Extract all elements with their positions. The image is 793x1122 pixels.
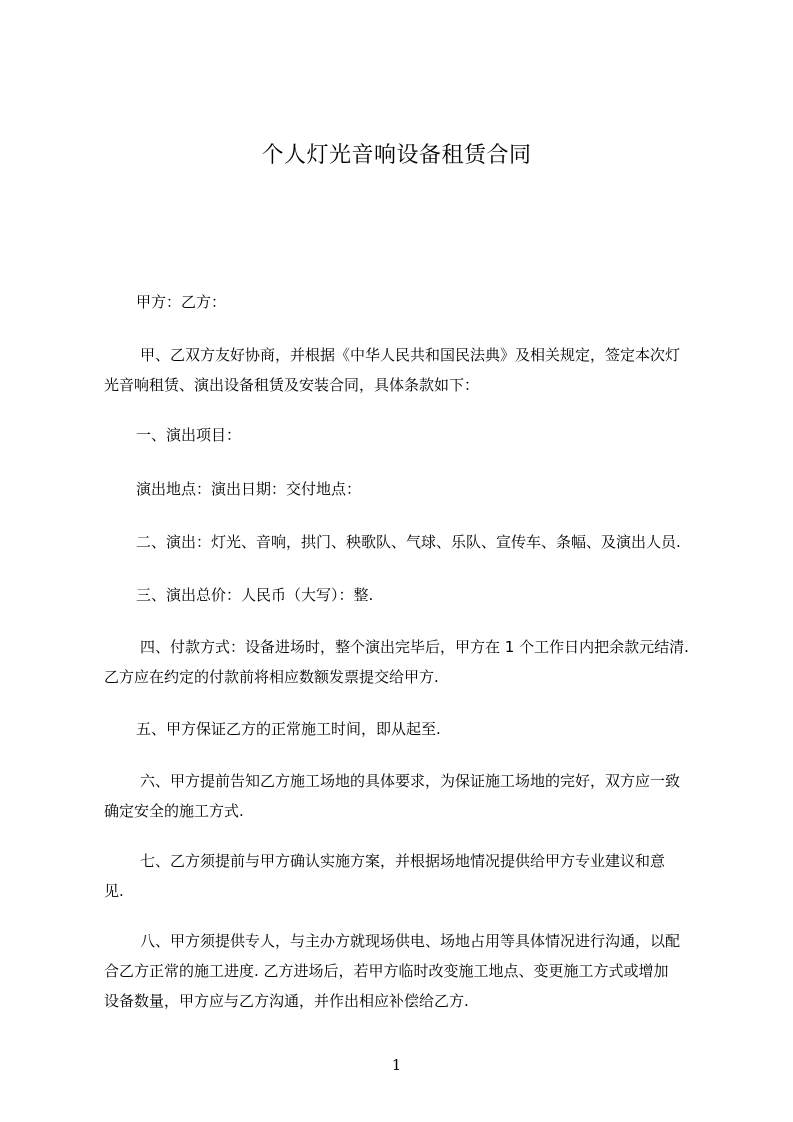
- clause-4-line-1: 四、付款方式：设备进场时，整个演出完毕后，甲方在 1 个工作日内把余款元结清.: [140, 638, 689, 656]
- clause-1: 一、演出项目：: [136, 426, 242, 444]
- clause-7: [104, 846, 704, 906]
- clause-7-line-1: 七、乙方须提前与甲方确认实施方案，并根据场地情况提供给甲方专业建议和意: [140, 852, 666, 870]
- clause-2: 二、演出：灯光、音响，拱门、秧歌队、气球、乐队、宣传车、条幅、及演出人员.: [136, 533, 681, 551]
- clause-6-line-2: 确定安全的施工方式.: [104, 802, 244, 820]
- clause-8: [104, 926, 704, 1016]
- document-title: 个人灯光音响设备租赁合同: [261, 143, 532, 168]
- clause-5: 五、甲方保证乙方的正常施工时间，即从起至.: [136, 720, 441, 738]
- venue-info: 演出地点：演出日期：交付地点：: [136, 480, 362, 498]
- clause-8-line-1: 八、甲方须提供专人，与主办方就现场供电、场地占用等具体情况进行沟通，以配: [140, 932, 681, 950]
- clause-6: [104, 766, 704, 826]
- clause-7-line-2: 见.: [104, 882, 124, 900]
- clause-8-line-2: 合乙方正常的施工进度. 乙方进场后，若甲方临时改变施工地点、变更施工方式或增加: [104, 962, 669, 980]
- clause-4: [104, 632, 704, 692]
- clause-4-line-2: 乙方应在约定的付款前将相应数额发票提交给甲方.: [104, 668, 439, 686]
- intro-paragraph: [104, 340, 704, 400]
- intro-line-1: 甲、乙双方友好协商，并根据《中华人民共和国民法典》及相关规定，签定本次灯: [140, 346, 681, 364]
- intro-line-2: 光音响租赁、演出设备租赁及安装合同，具体条款如下：: [104, 376, 480, 394]
- parties-line: 甲方：乙方：: [136, 293, 227, 311]
- clause-8-line-3: 设备数量，甲方应与乙方沟通，并作出相应补偿给乙方.: [104, 992, 469, 1010]
- clause-3: 三、演出总价：人民币（大写）：整.: [136, 586, 374, 604]
- page-number: 1: [391, 1056, 402, 1074]
- clause-6-line-1: 六、甲方提前告知乙方施工场地的具体要求，为保证施工场地的完好，双方应一致: [140, 772, 681, 790]
